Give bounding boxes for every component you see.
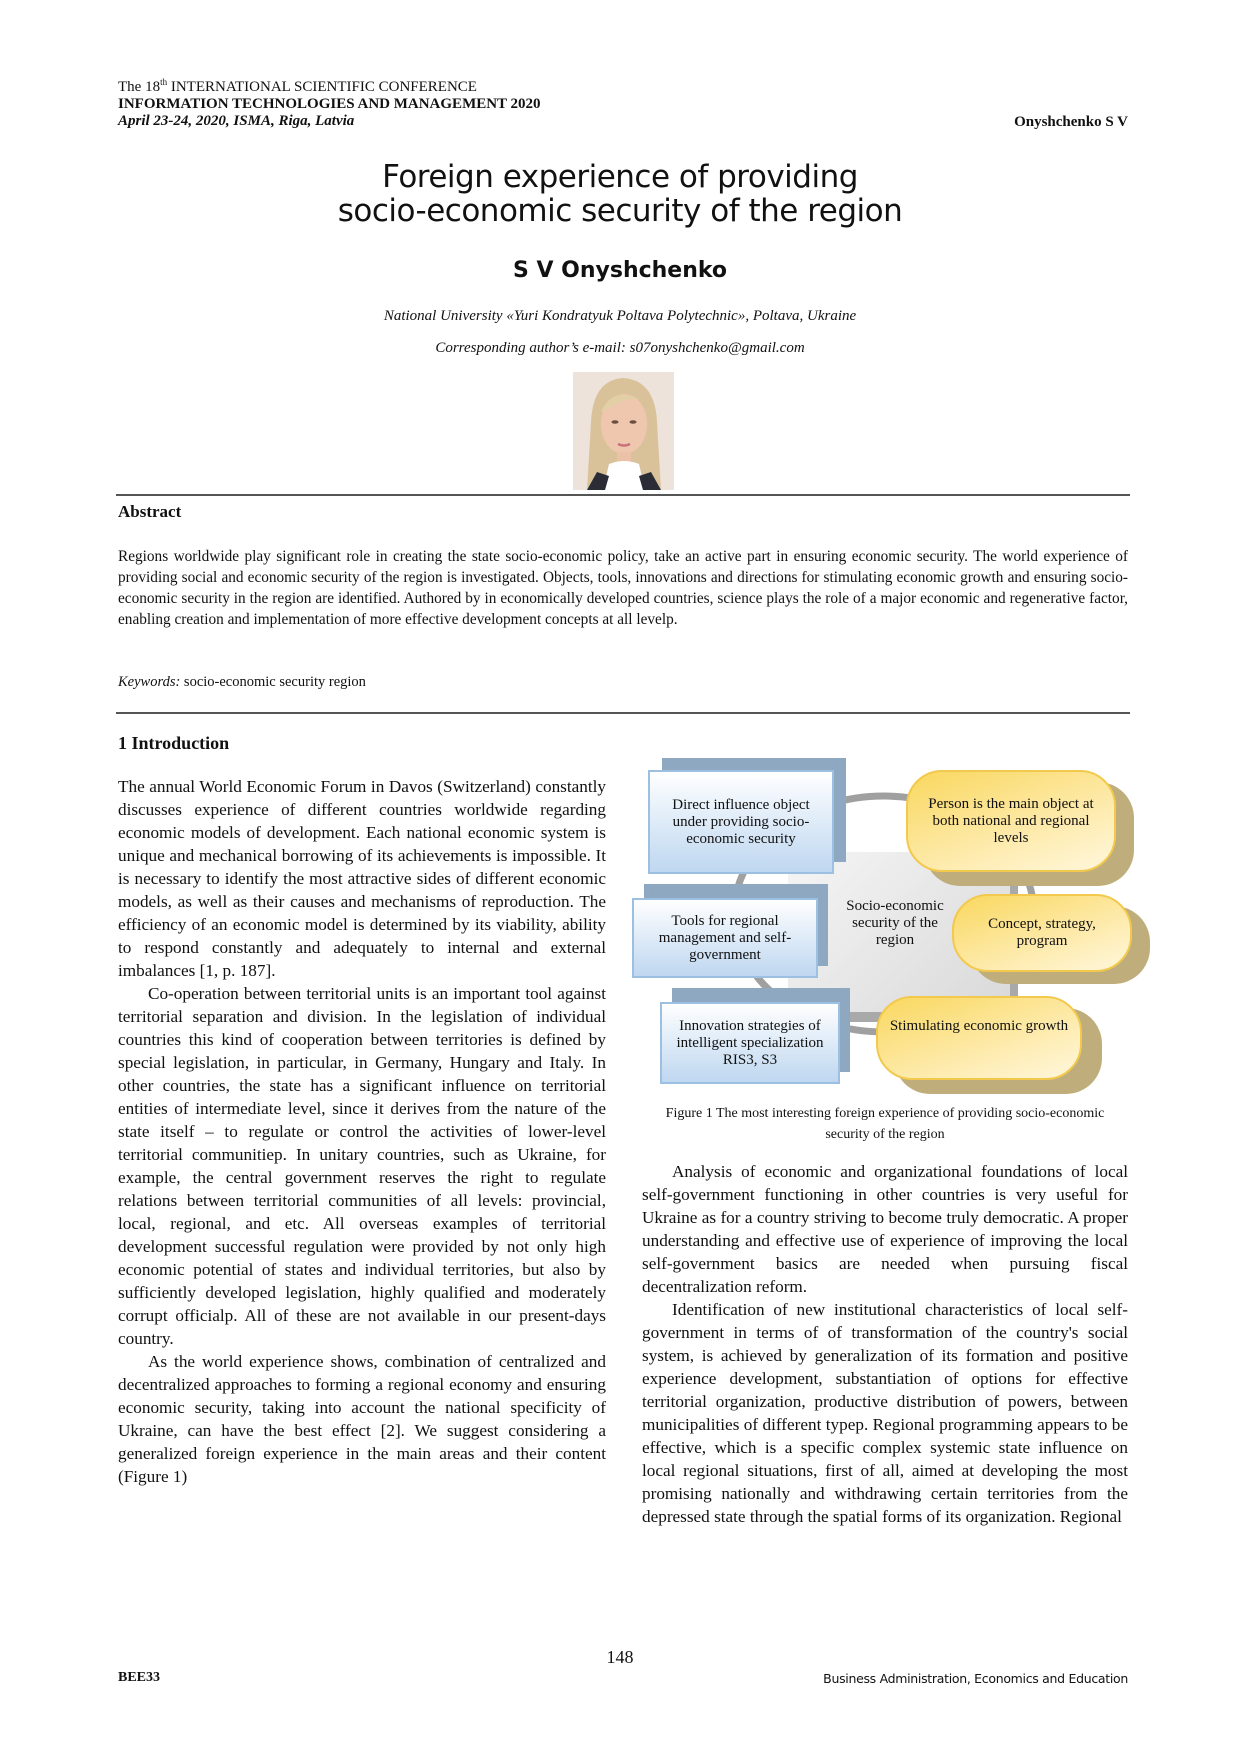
paragraph: Co-operation between territorial units is an important tool against territorial separation and division. In the legislation of individual countries this kind of cooperation between territories is defined by special legislation, in particular, in Germany, Hungary and Italy. In other countries, the state has a significant influence on territorial entities of intermediate level, since it derives from the nature of the state itself – to regulate or control the activities of lower-level territorial communitiep. In unitary countries, such as Ukraine, for example, the central government reserves the right to regulate relations between territorial communities of all levels: provincial, local, regional, and etc. All overseas examples of territorial development successful regulation were provided by not only high economic potential of states and individual territories, but also by sufficiently developed legislation, highly qualified and moderately corrupt officialp. All of these are not available in our present-days country. [118,984,606,1348]
right-pill-2: Concept, strategy, program [952,894,1132,972]
author-name: S V Onyshchenko [512,258,728,283]
abstract-heading: Abstract [118,502,182,521]
conference-date-place: April 23-24, 2020, ISMA, Riga, Latvia [118,113,355,129]
keywords-value: socio-economic security region [180,674,366,690]
title-line-1: Foreign experience of providing [382,159,858,195]
divider-bottom [116,712,1130,714]
conference-name: INFORMATION TECHNOLOGIES AND MANAGEMENT 2020 [118,96,541,112]
section-heading-introduction: 1 Introduction [118,733,230,753]
paragraph: As the world experience shows, combination of centralized and decentralized approaches to forming a regional economy and ensuring economic security, taking into account the national specificity of Ukraine, can have the best effect [2]. We suggest considering a generalized foreign experience in the main areas and their content (Figure 1) [118,1352,606,1486]
left-box-2: Tools for regional management and self-government [632,898,818,978]
left-box-1: Direct influence object under providing socio-economic security [648,770,834,874]
affiliation: National University «Yuri Kondratyuk Poltava Polytechnic», Poltava, Ukraine [383,308,857,324]
abstract-text: Regions worldwide play significant role in creating the state socio-economic policy, take an active part in ensuring economic security. The world experience of providing social and economic security of the region is investigated. Objects, tools, innovations and directions for stimulating economic growth and ensuring socio-economic security in the region are identified. Authored by in economically developed countries, science plays the role of a major economic and regenerative factor, enabling creation and implementation of more effective development concepts at all levelp. [118,548,1128,628]
left-box-3: Innovation strategies of intelligent specialization RIS3, S3 [660,1002,840,1084]
paragraph: Analysis of economic and organizational foundations of local self-government functioning in other countries is very useful for Ukraine as for a country striving to become truly democratic. A proper understanding and effective use of experience of improving the local self-government basics are needed when pursuing fiscal decentralization reform. [642,1162,1128,1296]
right-column [642,1160,1128,1528]
footer-right: Business Administration, Economics and Education [823,1671,1128,1686]
paragraph: Identification of new institutional characteristics of local self-government in terms of of transformation of the country's social system, is achieved by generalization of its formation and positive experience development, substantiation of options for effective territorial organization, productive distribution of powers, between municipalities of different typep. Regional programming appears to be effective, which is a specific complex systemic state influence on local regional situations, first of all, aimed at developing the most promising nationally and withdrawing certain territories from the depressed state through the spatial forms of its organization. Regional [642,1300,1128,1526]
running-author: Onyshchenko S V [1014,114,1128,130]
footer-left: BEE33 [118,1670,161,1685]
conference-header [118,74,541,130]
keywords [118,674,366,691]
figure-1-caption: Figure 1 The most interesting foreign experience of providing socio-economic security of the region [665,1106,1105,1142]
paragraph: The annual World Economic Forum in Davos (Switzerland) constantly discusses experience of different countries worldwide regarding economic models of development. Each national economic system is unique and mechanical borrowing of its achievements is impossible. It is necessary to identify the most attractive sides of different economic models, as well as their causes and mechanisms of reproduction. The efficiency of an economic model is determined by its viability, ability to respond constantly and adequately to internal and external imbalances [1, p. 187]. [118,777,606,980]
divider-top [116,494,1130,496]
author-photo [573,372,674,490]
keywords-label: Keywords: [118,674,181,690]
left-column [118,775,606,1488]
right-pill-3: Stimulating economic growth [876,996,1082,1080]
right-pill-1: Person is the main object at both national and regional levels [906,770,1116,872]
title-line-2: socio-economic security of the region [337,193,903,229]
figure-1-diagram [638,746,1130,1078]
page-number: 148 [606,1647,634,1667]
author-email: Corresponding author’s e-mail: s07onyshchenko@gmail.com [435,340,805,356]
conference-line: The 18th INTERNATIONAL SCIENTIFIC CONFERENCE [118,77,477,95]
paper-title [0,160,1240,228]
center-node-label: Socio-economic security of the region [846,898,944,948]
